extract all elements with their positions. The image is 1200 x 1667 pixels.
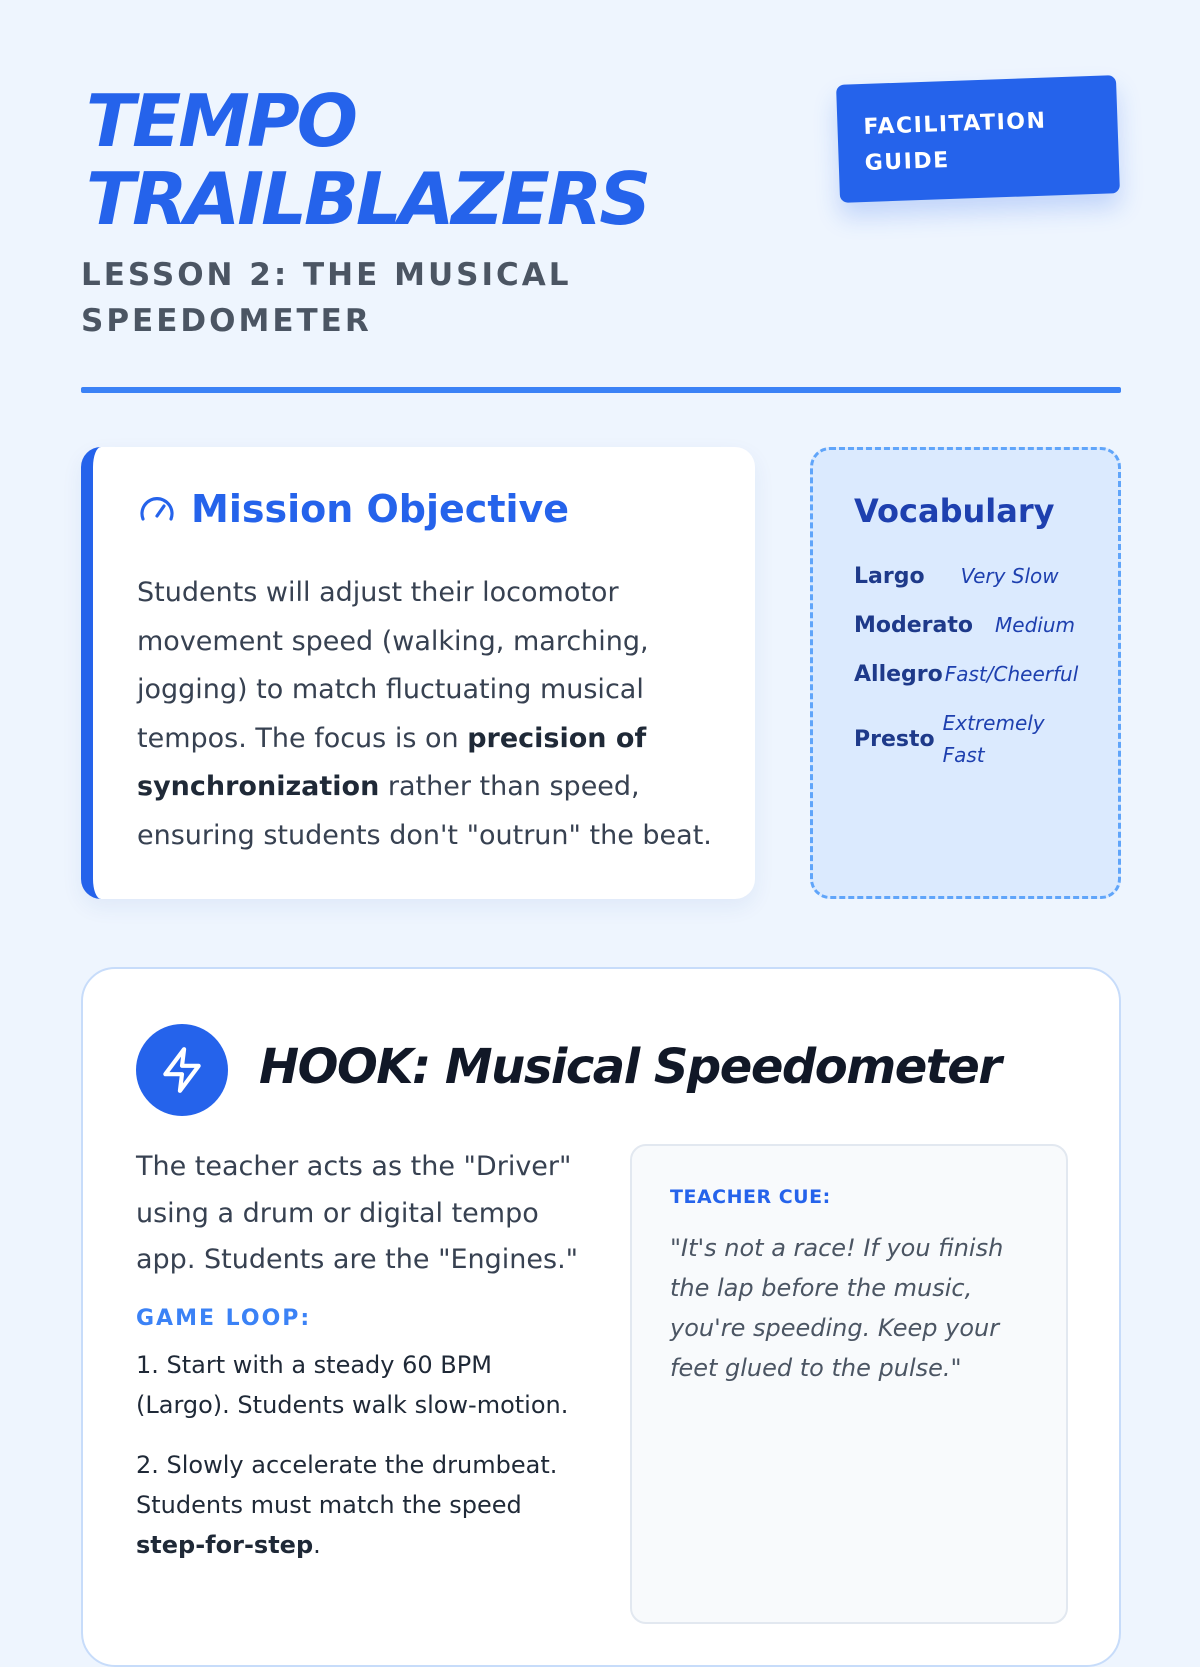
vocabulary-card	[810, 447, 1121, 899]
objective-text	[137, 569, 727, 860]
step-text-end: .	[313, 1530, 321, 1559]
vocab-definition: Extremely Fast	[942, 711, 1045, 767]
badge-line-1: FACILITATION	[863, 108, 1047, 140]
hook-heading: HOOK: Musical Speedometer	[259, 1039, 1001, 1095]
vocab-term: Largo	[854, 563, 925, 589]
bolt-glyph	[157, 1045, 207, 1095]
vocab-row	[854, 658, 1114, 690]
lesson-subtitle	[81, 252, 601, 344]
vocab-definition: Fast/Cheerful	[944, 662, 1079, 686]
vocab-row	[854, 560, 1114, 592]
vocab-definition: Medium	[995, 613, 1075, 637]
subtitle-line-1: LESSON 2: THE MUSICAL	[81, 257, 572, 293]
vocab-row	[854, 707, 1114, 771]
vocab-definition: Very Slow	[960, 564, 1059, 588]
step-text: 2. Slowly accelerate the drumbeat. Students must match the speed	[136, 1450, 558, 1519]
vocab-term: Presto	[854, 726, 935, 752]
page-title	[86, 79, 746, 241]
teacher-cue-box	[630, 1144, 1068, 1624]
objective-text-start: Students will adjust their locomotor movement speed (walking, marching, jogging) to match fluctuating musical tempos. The focus is on	[137, 577, 649, 754]
hook-intro: The teacher acts as the "Driver" using a drum or digital tempo app. Students are the "Engines."	[136, 1151, 579, 1275]
game-loop-label: GAME LOOP:	[136, 1305, 312, 1331]
objective-text-end: rather than speed, ensuring students don't "outrun" the beat.	[137, 771, 712, 851]
badge-line-2: GUIDE	[864, 148, 951, 176]
hook-card	[81, 967, 1121, 1667]
facilitation-guide-badge	[836, 75, 1120, 203]
vocabulary-heading: Vocabulary	[854, 492, 1055, 530]
teacher-cue-label: TEACHER CUE:	[670, 1186, 831, 1208]
objective-heading: Mission Objective	[191, 487, 570, 531]
step-emphasis: step-for-step	[136, 1530, 314, 1559]
mission-objective-card	[81, 447, 755, 899]
vocab-term: Moderato	[854, 612, 974, 638]
hook-description	[136, 1144, 586, 1565]
header-divider	[81, 387, 1121, 393]
vocab-term: Allegro	[854, 661, 943, 687]
vocab-row	[854, 609, 1114, 641]
objective-text-emphasis: precision of synchronization	[137, 722, 647, 802]
teacher-cue-quote: "It's not a race! If you finish the lap before the music, you're speeding. Keep your feet glued to the pulse."	[670, 1234, 1004, 1382]
title-line-1: TEMPO	[86, 79, 355, 163]
speedometer-icon	[137, 489, 177, 529]
objective-header	[137, 487, 569, 531]
game-loop-step: 1. Start with a steady 60 BPM (Largo). Students walk slow-motion.	[136, 1350, 569, 1419]
subtitle-line-2: SPEEDOMETER	[81, 303, 372, 339]
vocabulary-list	[854, 560, 1114, 788]
title-line-2: TRAILBLAZERS	[86, 157, 649, 241]
game-loop-step	[136, 1445, 586, 1565]
lightning-bolt-icon	[136, 1024, 228, 1116]
